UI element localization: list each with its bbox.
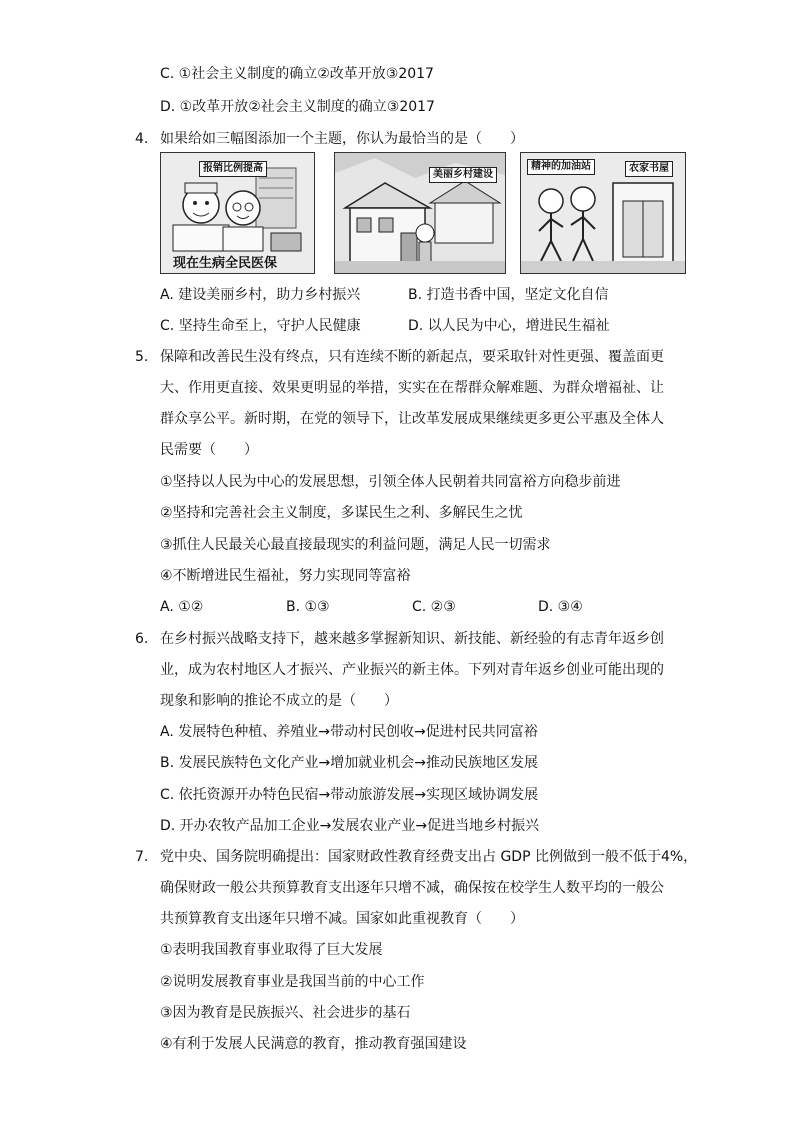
q5-option-b[interactable]: B. ①③ [286, 599, 330, 615]
q5-statement-3: ③抓住人民最关心最直接最现实的利益问题，满足人民一切需求 [160, 537, 551, 553]
q6-option-b[interactable]: B. 发展民族特色文化产业→增加就业机会→推动民族地区发展 [160, 755, 538, 771]
q7-statement-1: ①表明我国教育事业取得了巨大发展 [160, 942, 383, 958]
q3-option-c: C. ①社会主义制度的确立②改革开放③2017 [160, 66, 434, 82]
q5-stem-line-2: 大、作用更直接、效果更明显的举措，实实在在帮群众解难题、为群众增福祉、让 [160, 380, 664, 396]
q6-stem-line-1: 在乡村振兴战略支持下，越来越多掌握新知识、新技能、新经验的有志青年返乡创 [160, 631, 664, 647]
q4-image-medical-caption: 现在生病全民医保 [173, 256, 278, 271]
q7-statement-4: ④有利于发展人民满意的教育，推动教育强国建设 [160, 1036, 467, 1052]
q7-statement-3: ③因为教育是民族振兴、社会进步的基石 [160, 1005, 411, 1021]
q4-image-medical [160, 152, 315, 274]
q7-stem-line-2: 确保财政一般公共预算教育支出逐年只增不减，确保按在校学生人数平均的一般公 [160, 880, 664, 896]
q6-number: 6. [135, 631, 149, 647]
q5-option-c[interactable]: C. ②③ [412, 599, 456, 615]
q5-statement-1: ①坚持以人民为中心的发展思想，引领全体人民朝着共同富裕方向稳步前进 [160, 474, 621, 490]
q7-number: 7. [135, 849, 149, 865]
q4-stem: 如果给如三幅图添加一个主题，你认为最恰当的是（ ） [160, 131, 524, 147]
q4-image-village [334, 152, 506, 274]
q5-option-a[interactable]: A. ①② [160, 599, 204, 615]
q4-number: 4. [135, 131, 149, 147]
q6-option-d[interactable]: D. 开办农牧产品加工企业→发展农业产业→促进当地乡村振兴 [160, 818, 540, 834]
q7-stem-line-1: 党中央、国务院明确提出：国家财政性教育经费支出占 GDP 比例做到一般不低于4%， [160, 849, 698, 865]
q6-stem-line-2: 业，成为农村地区人才振兴、产业振兴的新主体。下列对青年返乡创业可能出现的 [160, 662, 664, 678]
q6-option-a[interactable]: A. 发展特色种植、养殖业→带动村民创收→促进村民共同富裕 [160, 724, 538, 740]
q5-statement-2: ②坚持和完善社会主义制度，多谋民生之利、多解民生之忧 [160, 505, 523, 521]
q4-image-medical-sign: 报销比例提高 [199, 161, 267, 177]
q6-stem-line-3: 现象和影响的推论不成立的是（ ） [160, 693, 398, 709]
q4-option-d[interactable]: D. 以人民为中心，增进民生福祉 [408, 318, 610, 334]
q7-stem-line-3: 共预算教育支出逐年只增不减。国家如此重视教育（ ） [160, 911, 524, 927]
q5-option-d[interactable]: D. ③④ [538, 599, 583, 615]
q4-image-library-sign-left: 精神的加油站 [527, 159, 595, 175]
q4-option-c[interactable]: C. 坚持生命至上，守护人民健康 [160, 318, 361, 334]
q4-option-a[interactable]: A. 建设美丽乡村，助力乡村振兴 [160, 287, 361, 303]
q5-stem-line-4: 民需要（ ） [160, 442, 258, 458]
q5-stem-line-3: 群众享公平。新时期，在党的领导下，让改革发展成果继续更多更公平惠及全体人 [160, 411, 664, 427]
q3-option-d: D. ①改革开放②社会主义制度的确立③2017 [160, 99, 435, 115]
q5-stem-line-1: 保障和改善民生没有终点，只有连续不断的新起点，要采取针对性更强、覆盖面更 [160, 349, 664, 365]
q5-number: 5. [135, 349, 149, 365]
q6-option-c[interactable]: C. 依托资源开办特色民宿→带动旅游发展→实现区域协调发展 [160, 787, 539, 803]
q4-figures [160, 152, 686, 274]
q4-image-village-sign: 美丽乡村建设 [429, 167, 497, 183]
q4-image-library [520, 152, 686, 274]
q5-statement-4: ④不断增进民生福祉，努力实现同等富裕 [160, 568, 411, 584]
q4-image-library-sign-right: 农家书屋 [625, 161, 673, 177]
q7-statement-2: ②说明发展教育事业是我国当前的中心工作 [160, 974, 425, 990]
q4-option-b[interactable]: B. 打造书香中国，坚定文化自信 [408, 287, 609, 303]
